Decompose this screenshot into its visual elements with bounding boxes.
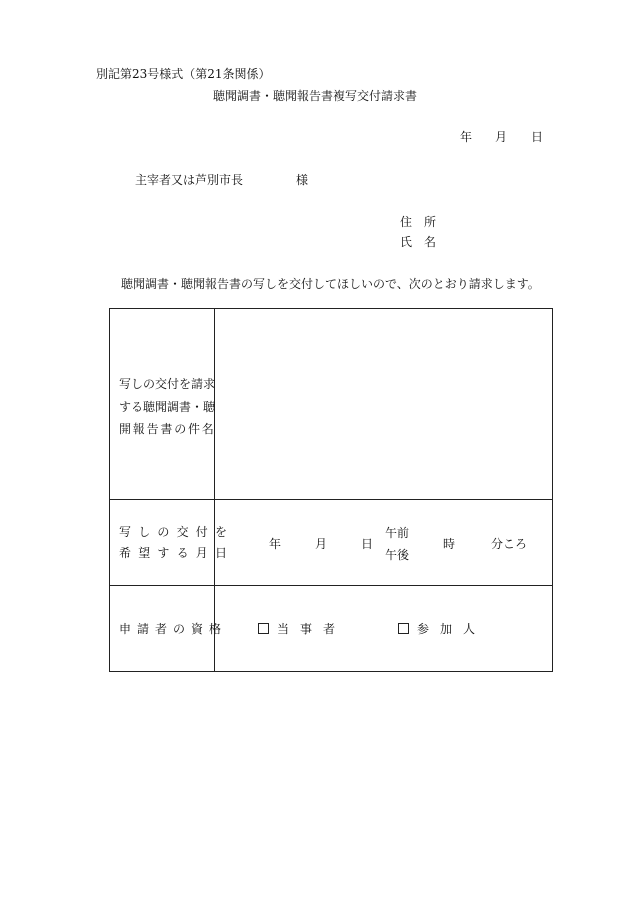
- table-row-document-name: [110, 309, 552, 500]
- desired-minute: 分ころ: [491, 537, 528, 551]
- option-party-label: 当 事 者: [277, 622, 339, 636]
- checkbox-icon[interactable]: [258, 623, 269, 634]
- row-label-line: する聴聞調書・聴: [119, 400, 216, 414]
- row-label-line: 申請者の資格: [119, 622, 228, 636]
- row-label-line: 開報告書の件名: [119, 422, 216, 436]
- request-form-table: [109, 308, 553, 672]
- option-party[interactable]: [258, 623, 339, 635]
- desired-hour: 時: [443, 537, 456, 551]
- row-label-line: 希望する月日: [119, 546, 235, 560]
- option-participant[interactable]: [398, 623, 479, 635]
- desired-day: 日: [361, 537, 374, 551]
- desired-month: 月: [315, 537, 328, 551]
- form-number-label: 別記第23号様式（第21条関係）: [96, 67, 271, 81]
- table-row-desired-date: [110, 500, 552, 586]
- document-name-field[interactable]: [215, 309, 552, 499]
- desired-year: 年: [269, 537, 282, 551]
- desired-date-field[interactable]: [215, 500, 552, 585]
- row-label-line: 写しの交付を: [119, 525, 235, 539]
- date-year: 年: [460, 130, 473, 144]
- table-row-applicant-status: [110, 586, 552, 671]
- name-label: 氏 名: [400, 235, 437, 249]
- date-month: 月: [495, 130, 508, 144]
- addressee-name: 主宰者又は芦別市長: [135, 173, 244, 187]
- document-title: 聴聞調書・聴聞報告書複写交付請求書: [212, 89, 417, 103]
- checkbox-icon[interactable]: [398, 623, 409, 634]
- row-header: [110, 309, 215, 499]
- row-label-line: 写しの交付を請求: [119, 377, 216, 391]
- row-header: [110, 586, 228, 671]
- address-label: 住 所: [400, 215, 437, 229]
- option-participant-label: 参 加 人: [417, 622, 479, 636]
- pm-option: 午後: [385, 548, 410, 562]
- am-option: 午前: [385, 526, 410, 540]
- applicant-status-field: [215, 586, 552, 671]
- intro-text: 聴聞調書・聴聞報告書の写しを交付してほしいので、次のとおり請求します。: [121, 277, 540, 291]
- date-day: 日: [531, 130, 544, 144]
- row-header: [110, 500, 235, 585]
- addressee-honorific: 様: [296, 173, 309, 187]
